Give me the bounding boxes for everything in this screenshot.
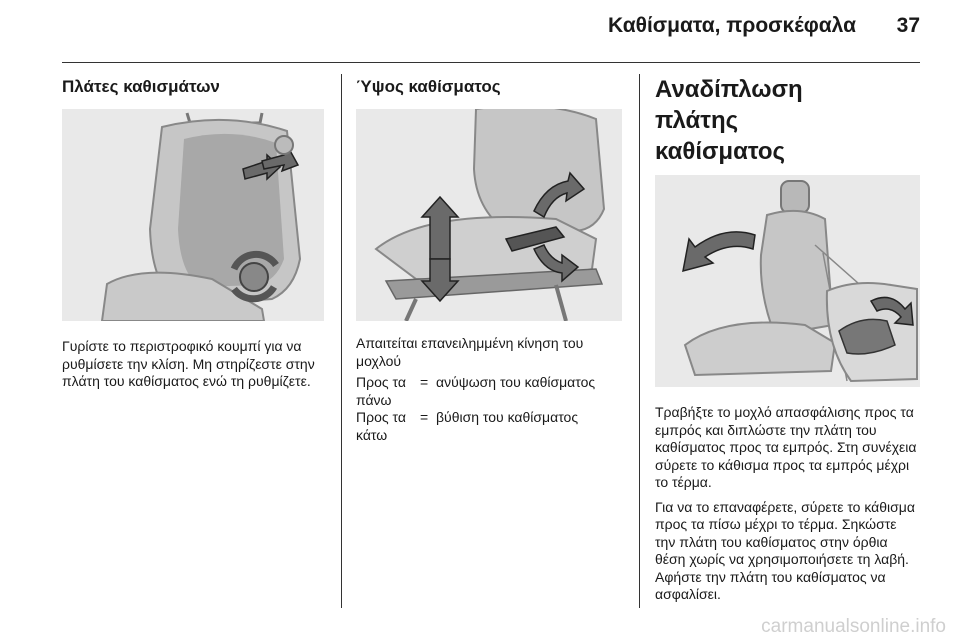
row-separator: =: [420, 409, 429, 425]
row-value: ανύψωση του καθίσματος: [436, 374, 596, 390]
column-divider-1: [341, 74, 342, 608]
seat-height-intro: Απαιτείται επανειλημμένη κίνηση του μοχλού: [356, 335, 584, 369]
seat-backrest-illustration: [62, 109, 324, 321]
seat-height-table: [356, 374, 622, 444]
section-title: Πλάτες καθισμάτων: [62, 77, 220, 96]
fold-backrest-illustration: [655, 175, 920, 387]
watermark: carmanualsonline.info: [761, 616, 946, 637]
section-seat-backrest: [62, 74, 324, 391]
section-title: Ύψος καθίσματος: [356, 77, 501, 96]
figure-fold-backrest: [655, 175, 920, 387]
header-rule: [62, 62, 920, 63]
figure-backrest-adjust: [62, 109, 324, 321]
column-divider-2: [639, 74, 640, 608]
section-title: Αναδίπλωση πλάτης καθίσματος: [655, 76, 803, 165]
seat-height-row-down: [356, 409, 622, 444]
page-number: 37: [896, 14, 920, 37]
row-key: Προς τα πάνω: [356, 374, 406, 408]
row-separator: =: [420, 374, 429, 390]
figure-seat-height: [356, 109, 622, 321]
row-value: βύθιση του καθίσματος: [436, 409, 579, 425]
row-key: Προς τα κάτω: [356, 409, 406, 443]
section-fold-backrest: [655, 74, 920, 604]
seat-height-illustration: [356, 109, 622, 321]
fold-instructions-1: Τραβήξτε το μοχλό απασφάλισης προς τα εμπρός και διπλώστε την πλάτη του καθίσματος προς τα εμπρός. Στη συνέχεια σύρετε το κάθισμα προς τα εμπρός μέχρι το τέρμα.: [655, 404, 917, 490]
seat-height-row-up: [356, 374, 622, 409]
header-title: Καθίσματα, προσκέφαλα: [608, 14, 856, 37]
backrest-instructions: Γυρίστε το περιστροφικό κουμπί για να ρυθμίσετε την κλίση. Μη στηρίζεστε στην πλάτη του καθίσματος ενώ τη ρυθμίζετε.: [62, 338, 315, 389]
fold-instructions-2: Για να το επαναφέρετε, σύρετε το κάθισμα προς τα πίσω μέχρι το τέρμα. Σηκώστε την πλάτη του καθίσματος στην όρθια θέση χωρίς να χρησιμοποιήσετε τη λαβή. Αφήστε την πλάτη του καθίσματος να ασφαλίσει.: [655, 498, 915, 602]
section-seat-height: [356, 74, 622, 444]
